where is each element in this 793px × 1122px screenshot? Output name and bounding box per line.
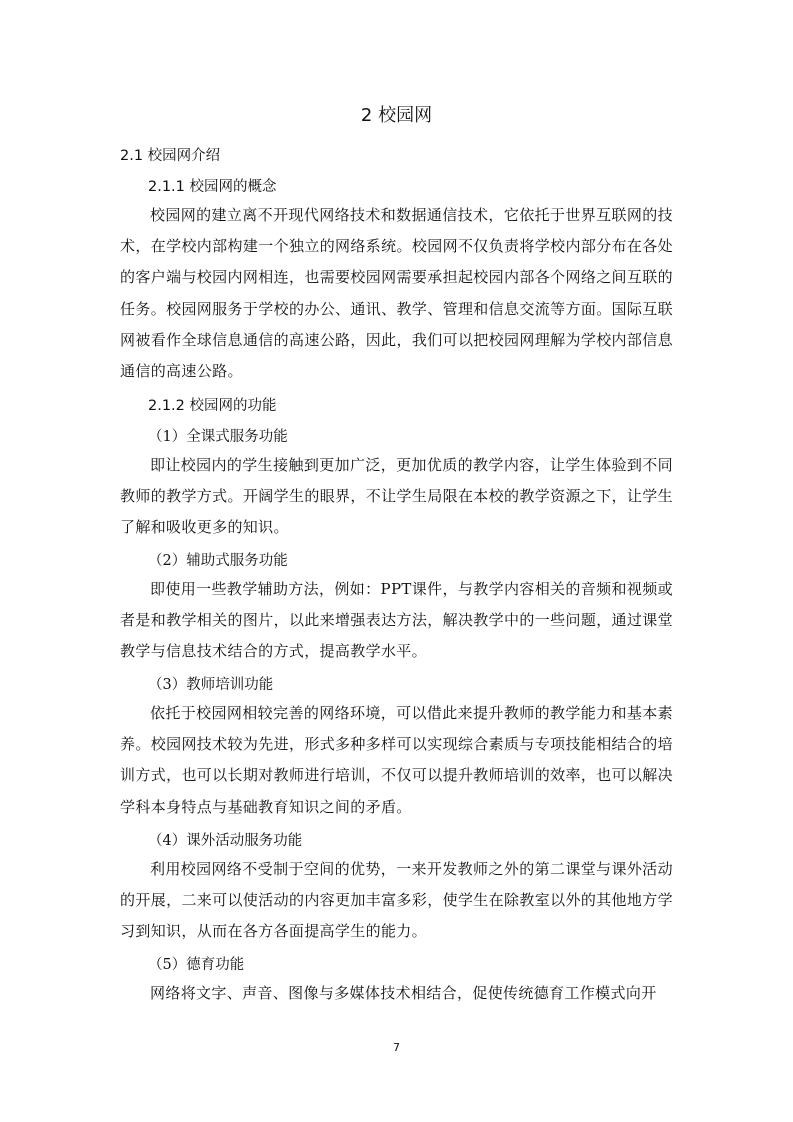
- paragraph-item-2: 即使用一些教学辅助方法，例如：PPT课件，与教学内容相关的音频和视频或者是和教学相关的图片，以此来增强表达方法，解决教学中的一些问题，通过课堂教学与信息技术结合的方式，提高教学水平。: [120, 580, 673, 661]
- document-page: [120, 0, 673, 1122]
- item-label-2: （2）辅助式服务功能: [148, 553, 288, 569]
- page-number: 7: [393, 1041, 400, 1054]
- paragraph-item-4: 利用校园网络不受制于空间的优势，一来开发教师之外的第二课堂与课外活动的开展，二来可以使活动的内容更加丰富多彩，使学生在除教室以外的其他地方学习到知识，从而在各方各面提高学生的能力。: [120, 860, 673, 941]
- item-label-1: （1）全课式服务功能: [148, 429, 288, 445]
- paragraph-item-1: 即让校园内的学生接触到更加广泛，更加优质的教学内容，让学生体验到不同教师的教学方式。开阔学生的眼界，不让学生局限在本校的教学资源之下，让学生了解和吸收更多的知识。: [120, 456, 673, 537]
- item-label-3: （3）教师培训功能: [148, 677, 274, 693]
- paragraph-item-3: 依托于校园网相较完善的网络环境，可以借此来提升教师的教学能力和基本素养。校园网技术较为先进，形式多种多样可以实现综合素质与专项技能相结合的培训方式，也可以长期对教师进行培训，不仅可以提升教师培训的效率，也可以解决学科本身特点与基础教育知识之间的矛盾。: [120, 704, 673, 816]
- item-label-5: （5）德育功能: [148, 957, 245, 973]
- paragraph-item-5: 网络将文字、声音、图像与多媒体技术相结合，促使传统德育工作模式向开: [150, 984, 657, 1002]
- section-heading-2-1: 2.1 校园网介绍: [120, 148, 221, 164]
- subsection-heading-2-1-2: 2.1.2 校园网的功能: [148, 398, 277, 414]
- chapter-title: 2 校园网: [360, 105, 433, 126]
- item-label-4: （4）课外活动服务功能: [148, 833, 303, 849]
- paragraph-campus-network-concept: 校园网的建立离不开现代网络技术和数据通信技术，它依托于世界互联网的技术，在学校内部构建一个独立的网络系统。校园网不仅负责将学校内部分布在各处的客户端与校园内网相连，也需要校园网需要承担起校园内部各个网络之间互联的任务。校园网服务于学校的办公、通讯、教学、管理和信息交流等方面。国际互联网被看作全球信息通信的高速公路，因此，我们可以把校园网理解为学校内部信息通信的高速公路。: [120, 206, 673, 381]
- subsection-heading-2-1-1: 2.1.1 校园网的概念: [148, 179, 277, 195]
